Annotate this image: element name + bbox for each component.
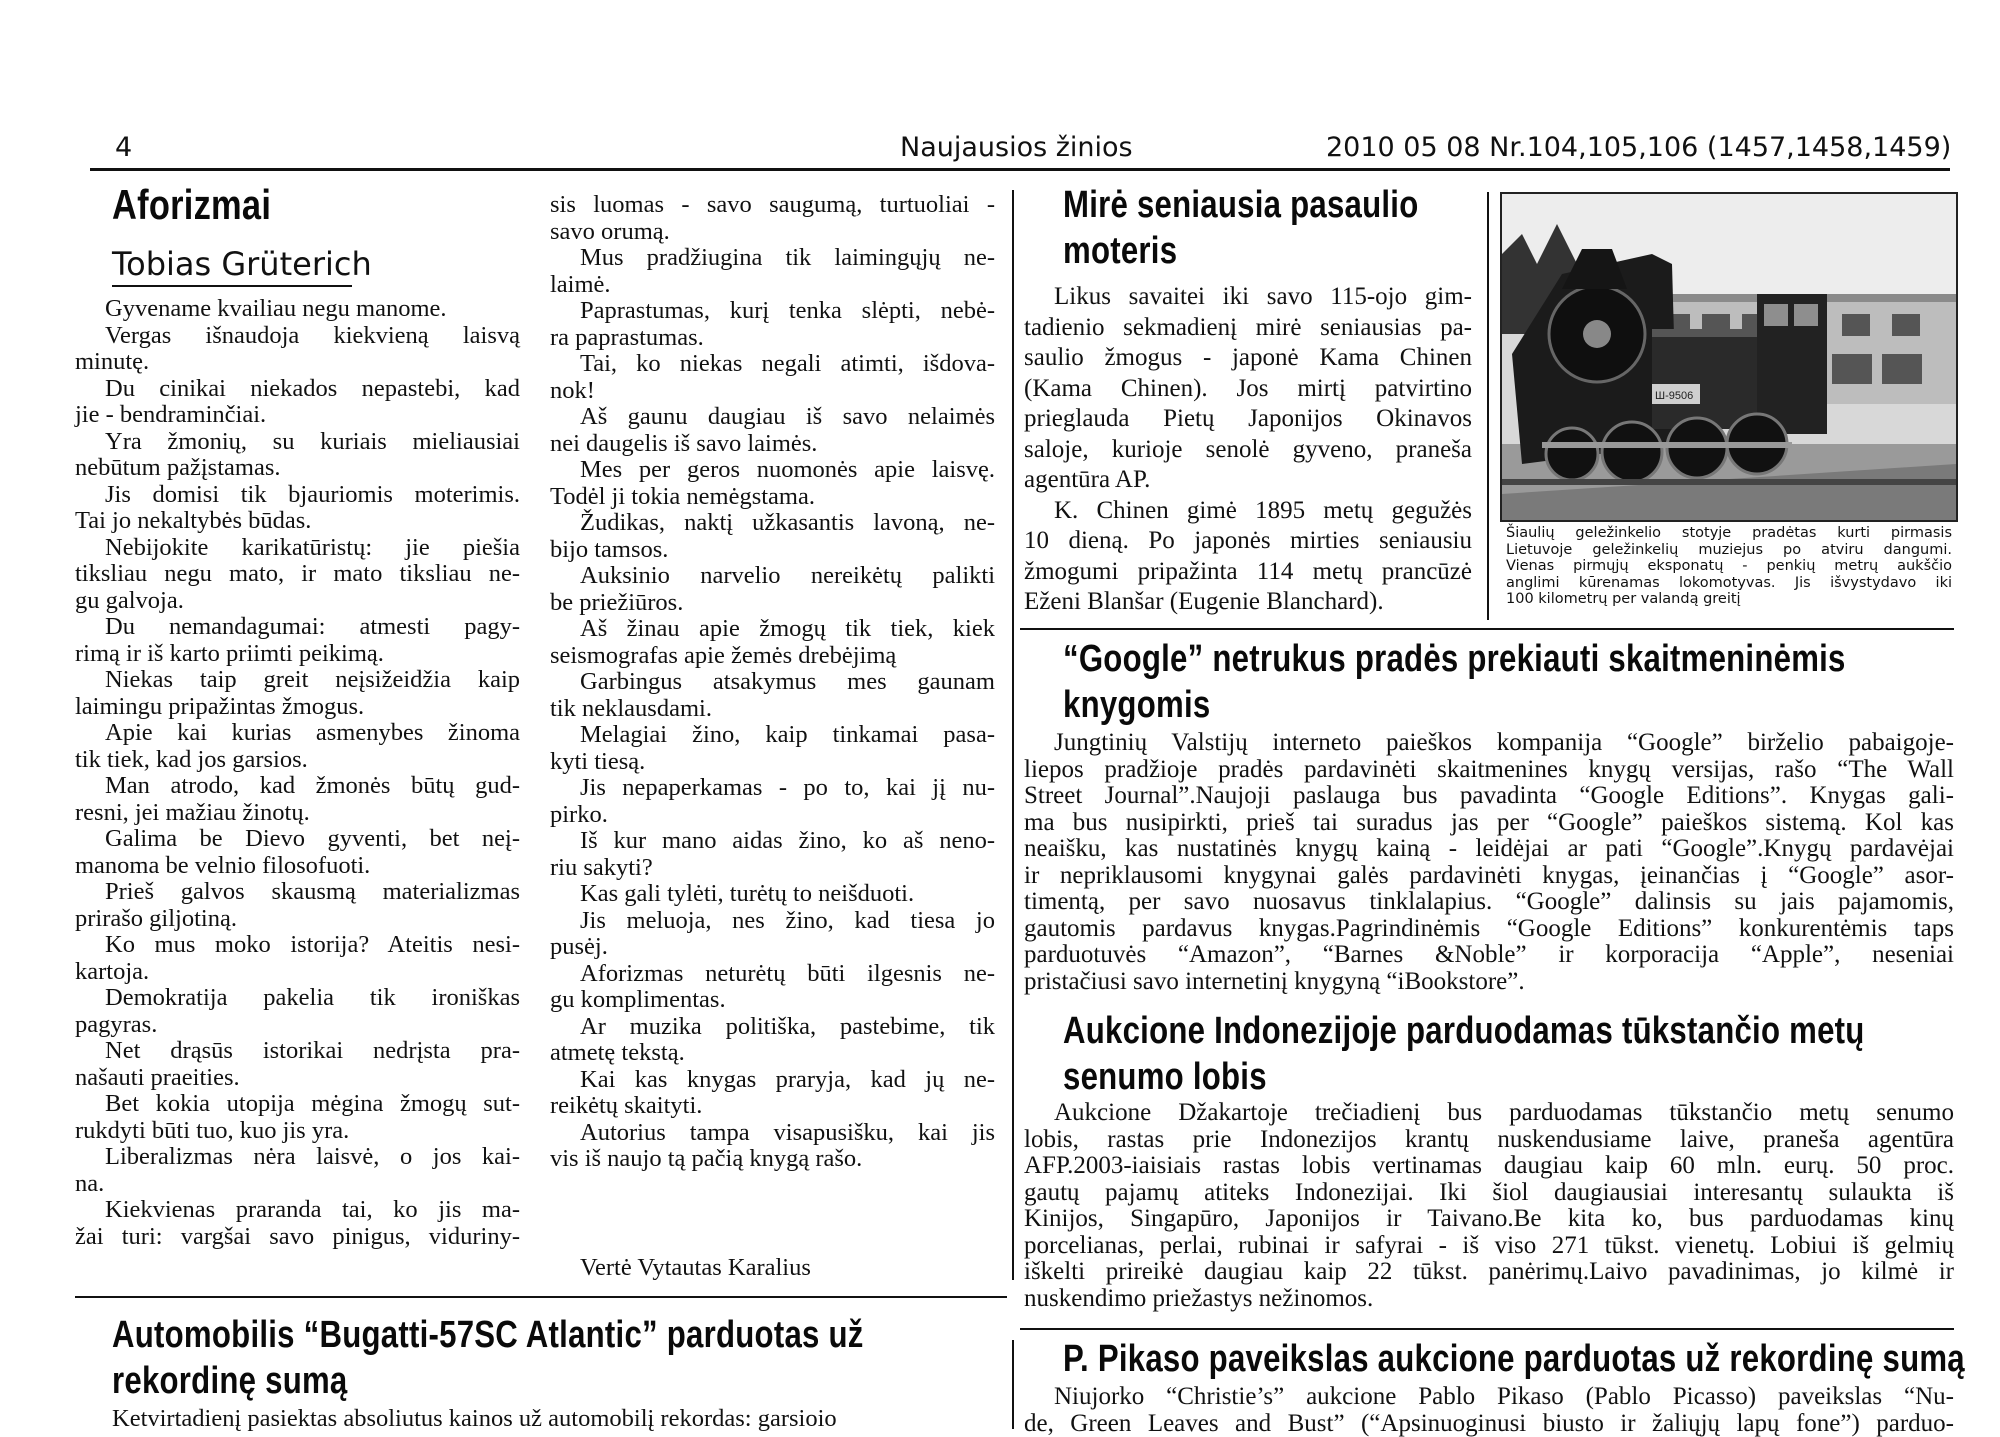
text-line: Kiekvienas praranda tai, ko jis ma- [75, 1197, 520, 1224]
text-line: atmetę tekstą. [550, 1040, 995, 1067]
text-line: žmogumi pripažinta 114 metų prancūzė [1024, 557, 1472, 588]
text-line: Iš kur mano aidas žino, ko aš neno- [550, 828, 995, 855]
text-line: nebūtum pažįstamas. [75, 455, 520, 482]
section-divider-vertical [1012, 190, 1014, 1280]
text-line: Bet kokia utopija mėgina žmogų sut- [75, 1091, 520, 1118]
text-line: Mus pradžiugina tik laimingųjų ne- [550, 245, 995, 272]
photo-caption: Šiaulių geležinkelio stotyje pradėtas kurti pirmasis Lietuvoje geležinkelių muziejus po atviru dangumi. Vienas pirmųjų eksponatų - penkių metrų aukščio anglimi kūrenamas lokomotyvas. Jis išvystydavo iki 100 kilometrų per valandą greitį [1506, 525, 1952, 608]
text-line: rukdyti būti tuo, kuo jis yra. [75, 1118, 520, 1145]
text-line: žai turi: vargšai savo pinigus, viduriny- [75, 1224, 520, 1251]
text-line: našauti praeities. [75, 1065, 520, 1092]
text-line: Gyvename kvailiau negu manome. [75, 296, 520, 323]
text-line: lobis, rastas prie Indonezijos krantų nuskendusiame laive, praneša agentūra [1024, 1127, 1954, 1154]
text-line: reikėtų skaityti. [550, 1093, 995, 1120]
picasso-top-rule [1020, 1328, 1954, 1330]
text-line: Tai, ko niekas negali atimti, išdova- [550, 351, 995, 378]
section-divider-vertical-lower [1012, 1340, 1014, 1429]
text-line: (Kama Chinen). Jos mirtį patvirtino [1024, 374, 1472, 405]
text-line: timentą, per savo nuosavus tinklalapius. “Google” dalinsis su jais pajamomis, [1024, 889, 1954, 916]
translator-credit [550, 1255, 995, 1282]
text-line: prieglauda Pietų Japonijos Okinavos [1024, 404, 1472, 435]
locomotive-plate: Ш-9506 [1655, 390, 1693, 402]
picasso-body [1024, 1384, 1954, 1437]
picasso-body-line: de, Green Leaves and Bust” (“Apsinuoginusi biusto ir žaliųjų lapų fone”) parduo- [1024, 1411, 1954, 1437]
text-line: Niekas taip greit neįsižeidžia kaip [75, 667, 520, 694]
oldest-woman-body [1024, 282, 1472, 618]
text-line: tadienio sekmadienį mirė seniausias pa- [1024, 313, 1472, 344]
text-line: Auksinio narvelio nereikėtų palikti [550, 563, 995, 590]
text-line: liepos pradžioje pradės pardavinėti skaitmenines knygų versijas, rašo “The Wall [1024, 757, 1954, 784]
text-line: iškelti prireikė daugiau kaip 22 tūkst. panėrimų.Laivo pavadinimas, jo kilmė ir [1024, 1259, 1954, 1286]
text-line: ir nepriklausomi knygynai galės pardavinėti knygas, įeinančias į “Google” asor- [1024, 863, 1954, 890]
text-line: saloje, kurioje senolė gyveno, praneša [1024, 435, 1472, 466]
text-line: porcelianas, perlai, rubinai ir safyrai - iš viso 271 tūkst. vienetų. Lobiui iš gelmių [1024, 1233, 1954, 1260]
text-line: Aš gaunu daugiau iš savo nelaimės [550, 404, 995, 431]
text-line: seismografas apie žemės drebėjimą [550, 643, 995, 670]
text-line: kyti tiesą. [550, 749, 995, 776]
text-line: neaišku, kas nustatinės knygų kainą - leidėjai ar pati “Google”.Knygų pardavėjai [1024, 836, 1954, 863]
text-line: Mes per geros nuomonės apie laisvę. [550, 457, 995, 484]
text-line: pagyras. [75, 1012, 520, 1039]
text-line: rimą ir iš karto priimti peikimą. [75, 641, 520, 668]
text-line: Vergas išnaudoja kiekvieną laisvą [75, 323, 520, 350]
text-line: Melagiai žino, kaip tinkamai pasa- [550, 722, 995, 749]
bugatti-title: Automobilis “Bugatti-57SC Atlantic” parduotas už rekordinę sumą [112, 1312, 864, 1404]
text-line: gautomis pardavus knygas.Pagrindinėmis “Google Editions” konkurentėmis taps [1024, 916, 1954, 943]
text-line: Du nemandagumai: atmesti pagy- [75, 614, 520, 641]
text-line: nok! [550, 378, 995, 405]
text-line: Tai jo nekaltybės būdas. [75, 508, 520, 535]
text-line: Ar muzika politiška, pastebime, tik [550, 1014, 995, 1041]
paper-name: Naujausios žinios [900, 132, 1133, 163]
text-line: agentūra AP. [1024, 465, 1472, 496]
text-line: laimė. [550, 272, 995, 299]
text-line: ra paprastumas. [550, 325, 995, 352]
text-line: Eženi Blanšar (Eugenie Blanchard). [1024, 587, 1472, 618]
google-title: “Google” netrukus pradės prekiauti skaitmeninėmis knygomis [1063, 636, 1846, 728]
text-line: Žudikas, naktį užkasantis lavoną, ne- [550, 510, 995, 537]
text-line: Autorius tampa visapusišku, kai jis [550, 1120, 995, 1147]
text-line: prirašo giljotiną. [75, 906, 520, 933]
locomotive-image [1502, 194, 1956, 520]
text-line: 10 dieną. Po japonės mirties seniausiu [1024, 526, 1472, 557]
text-line: Jis domisi tik bjauriomis moterimis. [75, 482, 520, 509]
indonesia-body [1024, 1100, 1954, 1312]
text-line: pusėj. [550, 934, 995, 961]
text-line: vis iš naujo tą pačią knygą rašo. [550, 1146, 995, 1173]
text-line: Todėl ji tokia nemėgstama. [550, 484, 995, 511]
text-line: tik neklausdami. [550, 696, 995, 723]
text-line: saulio žmogus - japonė Kama Chinen [1024, 343, 1472, 374]
text-line: gautų pajamų atiteks Indonezijai. Iki šiol daugiausiai interesantų sulaukta iš [1024, 1180, 1954, 1207]
text-line: nuskendimo priežastys nežinomos. [1024, 1286, 1954, 1313]
text-line: Demokratija pakelia tik ironiškas [75, 985, 520, 1012]
text-line: jie - bendraminčiai. [75, 402, 520, 429]
text-line: Aš žinau apie žmogų tik tiek, kiek [550, 616, 995, 643]
text-line: gu galvoja. [75, 588, 520, 615]
text-line: sis luomas - savo saugumą, turtuoliai - [550, 192, 995, 219]
text-line: pristačiusi savo internetinį knygyną “iBookstore”. [1024, 969, 1954, 996]
text-line: Ko mus moko istorija? Ateitis nesi- [75, 932, 520, 959]
text-line: gu komplimentas. [550, 987, 995, 1014]
text-line: be priežiūros. [550, 590, 995, 617]
google-body [1024, 730, 1954, 995]
text-line: Nebijokite karikatūristų: jie piešia [75, 535, 520, 562]
text-line: resni, jei mažiau žinotų. [75, 800, 520, 827]
locomotive-photo [1500, 192, 1958, 522]
photo-divider [1487, 192, 1489, 620]
header-rule [90, 168, 1950, 171]
picasso-body-line: Niujorko “Christie’s” aukcione Pablo Pikaso (Pablo Picasso) paveikslas “Nu- [1024, 1384, 1954, 1411]
text-line: Prieš galvos skausmą materializmas [75, 879, 520, 906]
text-line: ma bus nusipirkti, prieš tai suradus jas per “Google” paieškos sistemą. Kol kas [1024, 810, 1954, 837]
text-line: Jis nepaperkamas - po to, kai jį nu- [550, 775, 995, 802]
aphorisms-column-2 [550, 192, 995, 1173]
author-underline [112, 285, 352, 287]
picasso-title: P. Pikaso paveikslas aukcione parduotas už rekordinę sumą [1063, 1336, 1965, 1382]
text-line: savo orumą. [550, 219, 995, 246]
text-line: bijo tamsos. [550, 537, 995, 564]
text-line: Kinijos, Singapūro, Japonijos ir Taivano.Be kita ko, bus parduodamas kinų [1024, 1206, 1954, 1233]
aphorisms-bottom-rule [75, 1296, 1007, 1298]
text-line: Man atrodo, kad žmonės būtų gud- [75, 773, 520, 800]
translator-line: Vertė Vytautas Karalius [550, 1255, 995, 1282]
text-line: Net drąsūs istorikai nedrįsta pra- [75, 1038, 520, 1065]
oldest-woman-title: Mirė seniausia pasaulio moteris [1063, 182, 1418, 274]
aphorisms-column-1 [75, 296, 520, 1250]
text-line: Likus savaitei iki savo 115-ojo gim- [1024, 282, 1472, 313]
aphorisms-author: Tobias Grüterich [112, 244, 372, 284]
indonesia-title: Aukcione Indonezijoje parduodamas tūkstančio metų senumo lobis [1063, 1008, 1865, 1100]
text-line: Paprastumas, kurį tenka slėpti, nebė- [550, 298, 995, 325]
aphorisms-title: Aforizmai [112, 182, 271, 228]
text-line: Aukcione Džakartoje trečiadienį bus parduodamas tūkstančio metų senumo [1024, 1100, 1954, 1127]
text-line: Liberalizmas nėra laisvė, o jos kai- [75, 1144, 520, 1171]
text-line: kartoja. [75, 959, 520, 986]
text-line: manoma be velnio filosofuoti. [75, 853, 520, 880]
text-line: Apie kai kurias asmenybes žinoma [75, 720, 520, 747]
text-line: pirko. [550, 802, 995, 829]
text-line: AFP.2003-iaisiais rastas lobis vertinamas daugiau kaip 60 mln. eurų. 50 proc. [1024, 1153, 1954, 1180]
text-line: Aforizmas neturėtų būti ilgesnis ne- [550, 961, 995, 988]
text-line: nei daugelis iš savo laimės. [550, 431, 995, 458]
bugatti-body-line: Ketvirtadienį pasiektas absoliutus kainos už automobilį rekordas: garsioio [112, 1406, 992, 1433]
text-line: minutę. [75, 349, 520, 376]
text-line: Yra žmonių, su kuriais mieliausiai [75, 429, 520, 456]
text-line: Jis meluoja, nes žino, kad tiesa jo [550, 908, 995, 935]
text-line: na. [75, 1171, 520, 1198]
text-line: Garbingus atsakymus mes gaunam [550, 669, 995, 696]
text-line: Du cinikai niekados nepastebi, kad [75, 376, 520, 403]
text-line: tik tiek, kad jos garsios. [75, 747, 520, 774]
text-line: riu sakyti? [550, 855, 995, 882]
google-top-rule [1020, 628, 1954, 630]
text-line: parduotuvės “Amazon”, “Barnes &Noble” ir korporacija “Apple”, neseniai [1024, 942, 1954, 969]
text-line: laimingu pripažintas žmogus. [75, 694, 520, 721]
text-line: Kas gali tylėti, turėtų to neišduoti. [550, 881, 995, 908]
text-line: K. Chinen gimė 1895 metų gegužės [1024, 496, 1472, 527]
text-line: Street Journal”.Naujoji paslauga bus pavadinta “Google Editions”. Knygas gali- [1024, 783, 1954, 810]
text-line: Galima be Dievo gyventi, bet neį- [75, 826, 520, 853]
issue-info: 2010 05 08 Nr.104,105,106 (1457,1458,1459) [1326, 132, 1951, 163]
text-line: tiksliau negu mato, ir mato tiksliau ne- [75, 561, 520, 588]
text-line: Jungtinių Valstijų interneto paieškos kompanija “Google” birželio pabaigoje- [1024, 730, 1954, 757]
text-line: Kai kas knygas praryja, kad jų ne- [550, 1067, 995, 1094]
page-number: 4 [115, 132, 132, 163]
